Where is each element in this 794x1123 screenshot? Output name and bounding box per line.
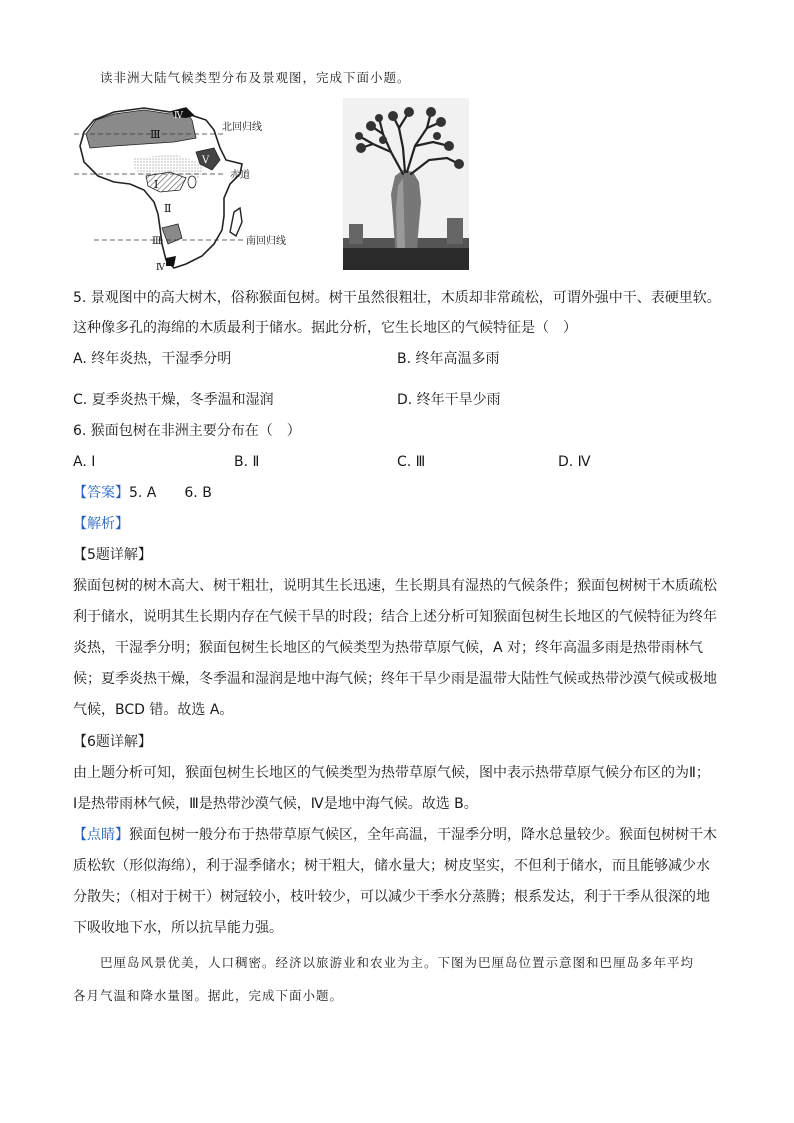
tip-first-line bbox=[73, 826, 717, 844]
q5-stem-line1: 5. 景观图中的高大树木，俗称猴面包树。树干虽然很粗壮，木质却非常疏松，可谓外强中干、表硬里软。 bbox=[73, 290, 721, 306]
lake bbox=[188, 176, 196, 188]
detail6-tag: 【6题详解】 bbox=[73, 734, 152, 750]
q6-stem: 6. 猴面包树在非洲主要分布在（ ） bbox=[73, 423, 301, 439]
tip-line: 质松软（形似海绵），利于湿季储水；树干粗大，储水量大；树皮坚实，不但利于储水，而且能够减少水 bbox=[73, 858, 710, 874]
label-s-tropic: 南回归线 bbox=[246, 236, 286, 247]
detail5-line: 候；夏季炎热干燥，冬季温和湿润是地中海气候；终年干旱少雨是温带大陆性气候或热带沙漠气候或极地 bbox=[73, 671, 717, 687]
answer-line bbox=[73, 484, 212, 502]
label-region-iv-north: Ⅳ bbox=[174, 111, 183, 121]
label-n-tropic: 北回归线 bbox=[222, 122, 262, 133]
baobab-photo bbox=[343, 98, 469, 270]
intro-text-2-line1: 巴厘岛风景优美，人口稠密。经济以旅游业和农业为主。下图为巴厘岛位置示意图和巴厘岛多年平均 bbox=[100, 955, 695, 970]
intro-text-2-line2: 各月气温和降水量图。据此，完成下面小题。 bbox=[73, 988, 344, 1003]
label-region-iii-north: Ⅲ bbox=[150, 128, 161, 141]
tip-tag: 【点睛】 bbox=[73, 827, 129, 843]
detail6-line: Ⅰ是热带雨林气候，Ⅲ是热带沙漠气候，Ⅳ是地中海气候。故选 B。 bbox=[73, 796, 478, 812]
africa-climate-map bbox=[74, 98, 296, 276]
answer-text: 5. A 6. B bbox=[129, 485, 212, 501]
detail5-line: 猴面包树的树木高大、树干粗壮，说明其生长迅速，生长期具有湿热的气候条件；猴面包树树干木质疏松 bbox=[73, 578, 717, 594]
q6-option-a[interactable]: A. Ⅰ bbox=[73, 454, 96, 470]
label-region-ii: Ⅱ bbox=[164, 202, 172, 215]
q6-option-d[interactable]: D. Ⅳ bbox=[558, 454, 591, 470]
answer-tag: 【答案】 bbox=[73, 485, 129, 501]
q6-option-b[interactable]: B. Ⅱ bbox=[234, 454, 260, 470]
detail5-line: 气候，BCD 错。故选 A。 bbox=[73, 702, 234, 718]
detail5-tag: 【5题详解】 bbox=[73, 547, 152, 563]
label-equator: 赤道 bbox=[230, 170, 250, 181]
q5-option-d[interactable]: D. 终年干旱少雨 bbox=[397, 392, 501, 408]
q5-option-b[interactable]: B. 终年高温多雨 bbox=[397, 351, 500, 367]
intro-text-1: 读非洲大陆气候类型分布及景观图，完成下面小题。 bbox=[100, 70, 411, 85]
q6-option-c[interactable]: C. Ⅲ bbox=[397, 454, 426, 470]
label-region-iii-south: Ⅲ bbox=[152, 236, 162, 247]
tip-first-text: 猴面包树一般分布于热带草原气候区，全年高温，干湿季分明，降水总量较少。猴面包树树干木 bbox=[129, 827, 717, 843]
baobab-photo-svg bbox=[343, 98, 469, 270]
tip-line: 分散失；（相对于树干）树冠较小，枝叶较少，可以减少干季水分蒸腾；根系发达，利于干季从很深的地 bbox=[73, 889, 710, 905]
q5-option-c[interactable]: C. 夏季炎热干燥，冬季温和湿润 bbox=[73, 392, 274, 408]
detail5-line: 炎热，干湿季分明；猴面包树生长地区的气候类型为热带草原气候，A 对；终年高温多雨是热带雨林气 bbox=[73, 640, 704, 656]
label-region-iv-south: Ⅳ bbox=[156, 263, 165, 273]
detail5-line: 利于储水，说明其生长期内存在气候干旱的时段；结合上述分析可知猴面包树生长地区的气候特征为终年 bbox=[73, 609, 717, 625]
q5-stem-line2: 这种像多孔的海绵的木质最利于储水。据此分析，它生长地区的气候特征是（ ） bbox=[73, 320, 577, 336]
q5-option-a[interactable]: A. 终年炎热，干湿季分明 bbox=[73, 351, 232, 367]
africa-map-svg bbox=[74, 98, 296, 276]
analysis-tag: 【解析】 bbox=[73, 516, 129, 532]
madagascar bbox=[230, 208, 242, 236]
label-region-v: Ⅴ bbox=[202, 155, 210, 166]
tip-line: 下吸收地下水，所以抗旱能力强。 bbox=[73, 920, 283, 936]
detail6-line: 由上题分析可知，猴面包树生长地区的气候类型为热带草原气候，图中表示热带草原气候分布区的为Ⅱ； bbox=[73, 765, 710, 781]
label-region-i: Ⅰ bbox=[154, 178, 159, 191]
